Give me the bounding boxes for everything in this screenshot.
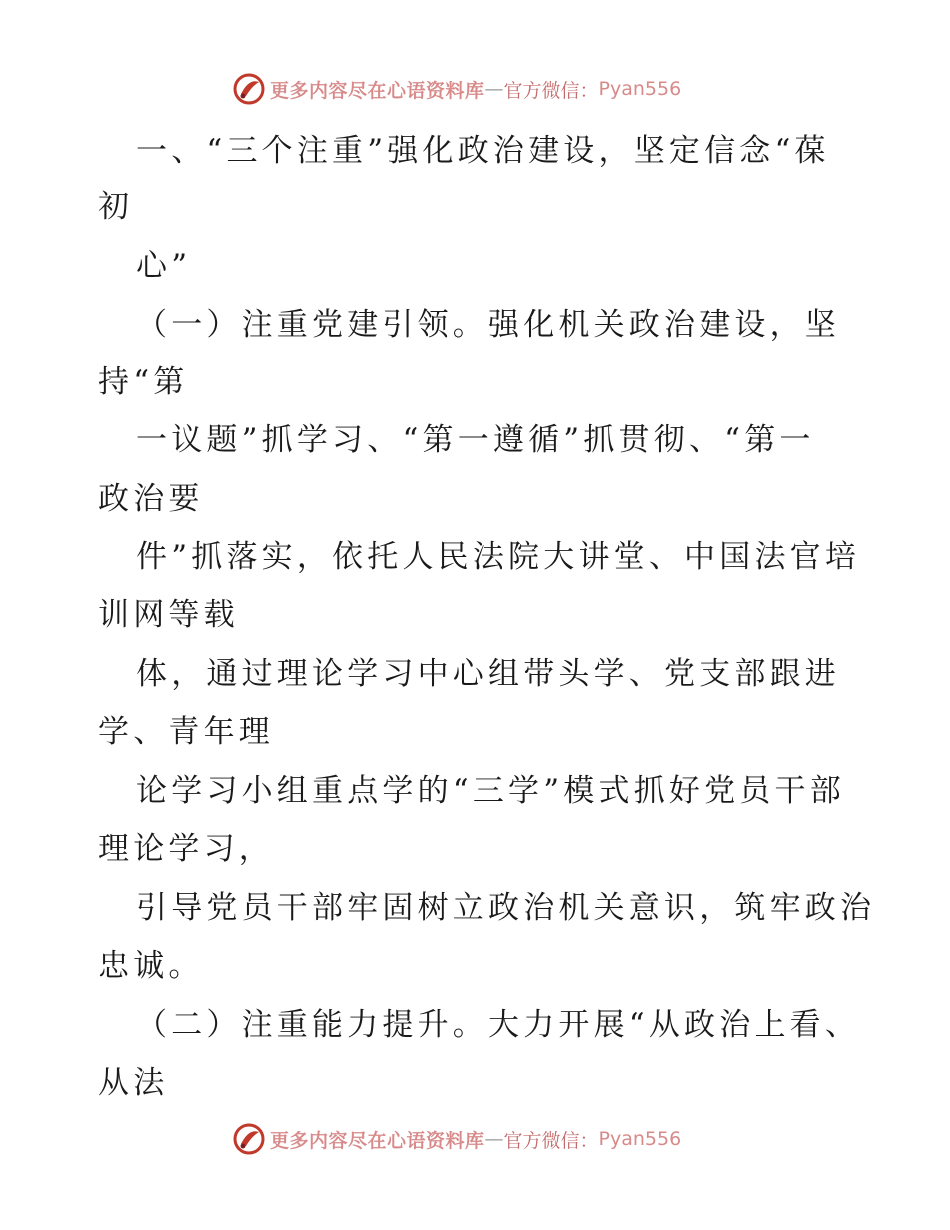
- body-line-2: 初: [98, 189, 134, 225]
- body-line-12: 论学习小组重点学的“三学”模式抓好党员干部: [136, 773, 845, 809]
- body-line-1: 一、“三个注重”强化政治建设，坚定信念“葆: [136, 133, 830, 169]
- body-line-3: 心”: [136, 248, 192, 284]
- header-wechat-id: Pyan556: [598, 78, 682, 100]
- body-line-5: 持“第: [98, 364, 189, 400]
- body-line-7: 政治要: [98, 481, 204, 517]
- header-separator: —: [484, 78, 504, 100]
- footer-separator: —: [484, 1128, 504, 1150]
- body-line-11: 学、青年理: [98, 714, 274, 750]
- body-line-10: 体，通过理论学习中心组带头学、党支部跟进: [136, 656, 840, 692]
- footer-site-text: 更多内容尽在心语资料库: [270, 1129, 485, 1152]
- footer-banner: [232, 1122, 681, 1156]
- header-banner: [232, 72, 681, 106]
- header-wechat-label: 官方微信：: [503, 79, 599, 102]
- pen-logo-icon: [232, 72, 266, 106]
- body-line-17: 从法: [98, 1065, 169, 1101]
- body-line-9: 训网等载: [98, 597, 239, 633]
- footer-wechat-label: 官方微信：: [503, 1129, 599, 1152]
- body-line-6: 一议题”抓学习、“第一遵循”抓贯彻、“第一: [136, 422, 815, 458]
- header-site-text: 更多内容尽在心语资料库: [270, 79, 485, 102]
- body-line-4: （一）注重党建引领。强化机关政治建设，坚: [136, 307, 840, 343]
- footer-wechat-id: Pyan556: [598, 1128, 682, 1150]
- pen-logo-icon: [232, 1122, 266, 1156]
- body-line-13: 理论学习，: [98, 831, 274, 867]
- body-line-8: 件”抓落实，依托人民法院大讲堂、中国法官培: [136, 539, 861, 575]
- body-line-15: 忠诚。: [98, 948, 204, 984]
- body-line-14: 引导党员干部牢固树立政治机关意识，筑牢政治: [136, 890, 876, 926]
- body-line-16: （二）注重能力提升。大力开展“从政治上看、: [136, 1007, 861, 1043]
